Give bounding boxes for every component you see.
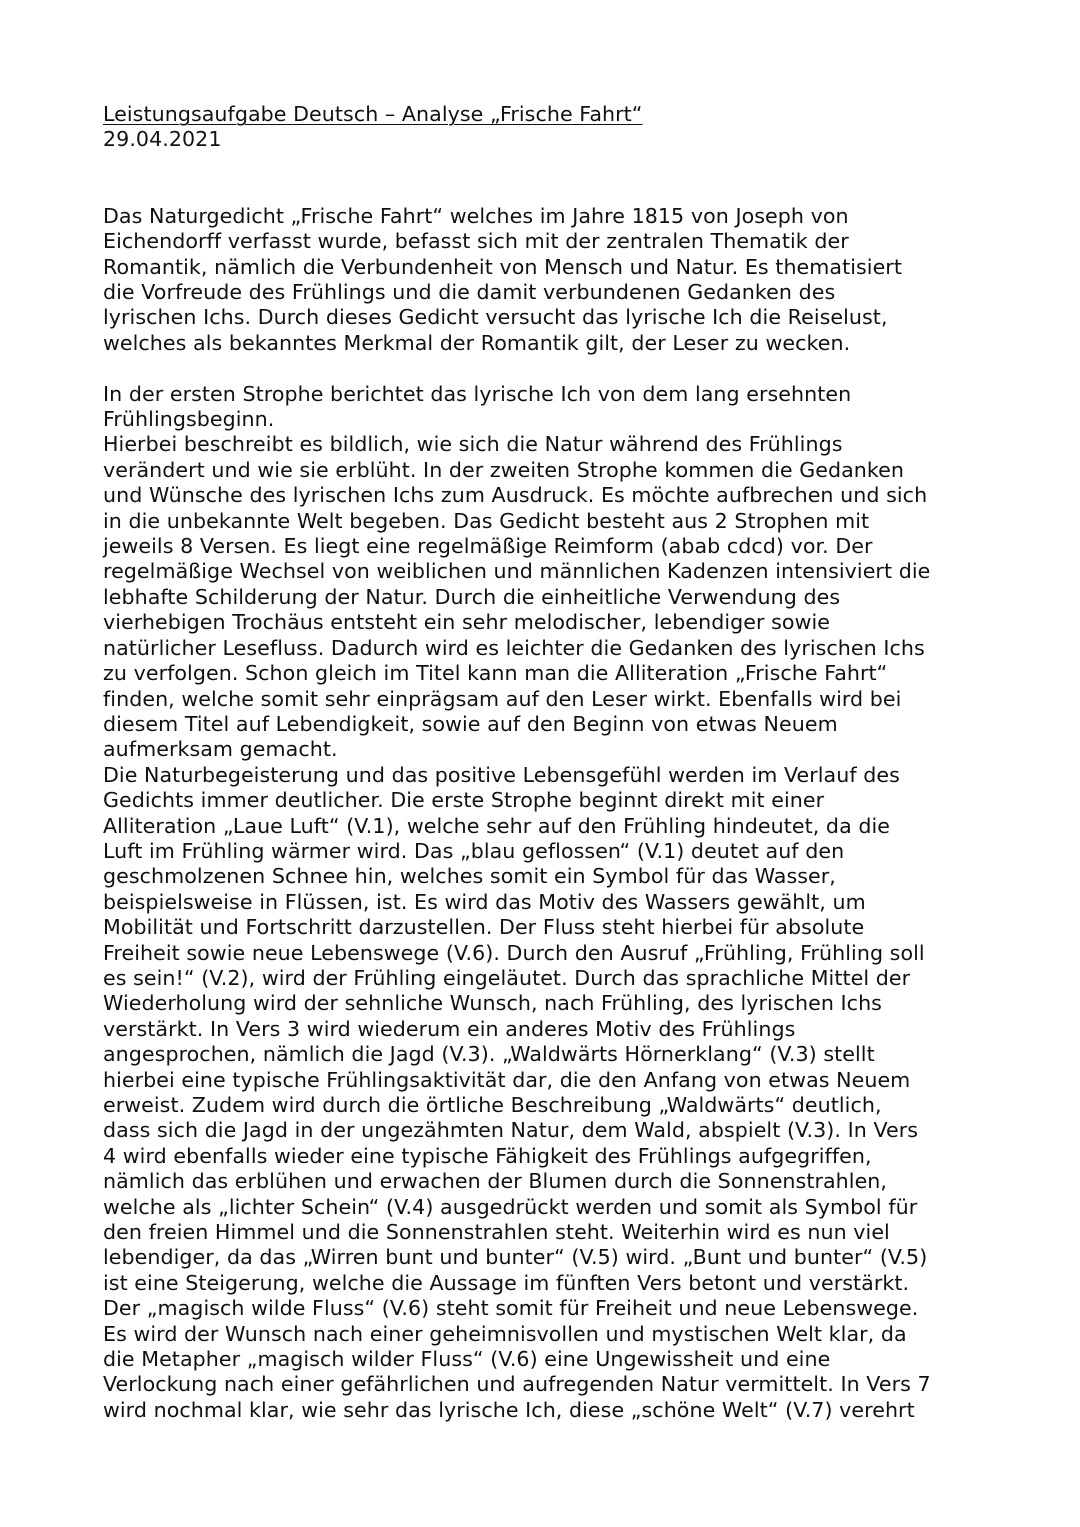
text-line: jeweils 8 Versen. Es liegt eine regelmäßige Reimform (abab cdcd) vor. Der: [103, 534, 873, 559]
text-line: welches als bekanntes Merkmal der Romantik gilt, der Leser zu wecken.: [103, 330, 851, 355]
text-line: in die unbekannte Welt begeben. Das Gedicht besteht aus 2 Strophen mit: [103, 508, 870, 533]
text-line: regelmäßige Wechsel von weiblichen und männlichen Kadenzen intensiviert die: [103, 559, 931, 584]
text-line: aufmerksam gemacht.: [103, 737, 338, 762]
document-page: [103, 102, 983, 1423]
text-line: geschmolzenen Schnee hin, welches somit ein Symbol für das Wasser,: [103, 864, 836, 889]
text-line: beispielsweise in Flüssen, ist. Es wird das Motiv des Wassers gewählt, um: [103, 889, 866, 914]
text-line: Frühlingsbeginn.: [103, 407, 275, 432]
text-line: lyrischen Ichs. Durch dieses Gedicht versucht das lyrische Ich die Reiselust,: [103, 305, 888, 330]
text-line: angesprochen, nämlich die Jagd (V.3). „Waldwärts Hörnerklang“ (V.3) stellt: [103, 1042, 875, 1067]
text-line: es sein!“ (V.2), wird der Frühling eingeläutet. Durch das sprachliche Mittel der: [103, 965, 911, 990]
text-line: Eichendorff verfasst wurde, befasst sich mit der zentralen Thematik der: [103, 229, 849, 254]
text-line: 4 wird ebenfalls wieder eine typische Fähigkeit des Frühlings aufgegriffen,: [103, 1143, 872, 1168]
text-line: In der ersten Strophe berichtet das lyrische Ich von dem lang ersehnten: [103, 381, 852, 406]
text-line: Der „magisch wilde Fluss“ (V.6) steht somit für Freiheit und neue Lebenswege.: [103, 1296, 919, 1321]
body-text: [103, 204, 983, 1423]
text-line: Die Naturbegeisterung und das positive Lebensgefühl werden im Verlauf des: [103, 762, 900, 787]
text-line: welche als „lichter Schein“ (V.4) ausgedrückt werden und somit als Symbol für: [103, 1194, 918, 1219]
text-line: verstärkt. In Vers 3 wird wiederum ein anderes Motiv des Frühlings: [103, 1016, 796, 1041]
text-line: Gedichts immer deutlicher. Die erste Strophe beginnt direkt mit einer: [103, 788, 825, 813]
text-line: Mobilität und Fortschritt darzustellen. Der Fluss steht hierbei für absolute: [103, 915, 865, 940]
text-line: wird nochmal klar, wie sehr das lyrische Ich, diese „schöne Welt“ (V.7) verehrt: [103, 1397, 915, 1422]
text-line: Luft im Frühling wärmer wird. Das „blau geflossen“ (V.1) deutet auf den: [103, 838, 845, 863]
text-line: Wiederholung wird der sehnliche Wunsch, nach Frühling, des lyrischen Ichs: [103, 991, 882, 1016]
text-line: vierhebigen Trochäus entsteht ein sehr melodischer, lebendiger sowie: [103, 610, 830, 635]
paragraph: [103, 204, 983, 356]
text-line: erweist. Zudem wird durch die örtliche Beschreibung „Waldwärts“ deutlich,: [103, 1093, 882, 1118]
text-line: diesem Titel auf Lebendigkeit, sowie auf den Beginn von etwas Neuem: [103, 711, 838, 736]
text-line: zu verfolgen. Schon gleich im Titel kann man die Alliteration „Frische Fahrt“: [103, 661, 888, 686]
text-line: Romantik, nämlich die Verbundenheit von Mensch und Natur. Es thematisiert: [103, 254, 902, 279]
text-line: und Wünsche des lyrischen Ichs zum Ausdruck. Es möchte aufbrechen und sich: [103, 483, 928, 508]
paragraph: [103, 382, 983, 1424]
text-line: hierbei eine typische Frühlingsaktivität dar, die den Anfang von etwas Neuem: [103, 1067, 911, 1092]
text-line: die Vorfreude des Frühlings und die damit verbundenen Gedanken des: [103, 280, 836, 305]
text-line: Es wird der Wunsch nach einer geheimnisvollen und mystischen Welt klar, da: [103, 1321, 907, 1346]
spacer: [103, 153, 983, 204]
text-line: Freiheit sowie neue Lebenswege (V.6). Durch den Ausruf „Frühling, Frühling soll: [103, 940, 925, 965]
text-line: Alliteration „Laue Luft“ (V.1), welche sehr auf den Frühling hindeutet, da die: [103, 813, 890, 838]
paragraph-spacer: [103, 356, 983, 381]
text-line: lebendiger, da das „Wirren bunt und bunter“ (V.5) wird. „Bunt und bunter“ (V.5): [103, 1245, 928, 1270]
text-line: finden, welche somit sehr einprägsam auf den Leser wirkt. Ebenfalls wird bei: [103, 686, 902, 711]
document-date: 29.04.2021: [103, 127, 222, 152]
text-line: verändert und wie sie erblüht. In der zweiten Strophe kommen die Gedanken: [103, 457, 904, 482]
text-line: ist eine Steigerung, welche die Aussage im fünften Vers betont und verstärkt.: [103, 1270, 910, 1295]
text-line: die Metapher „magisch wilder Fluss“ (V.6) eine Ungewissheit und eine: [103, 1347, 831, 1372]
text-line: Das Naturgedicht „Frische Fahrt“ welches im Jahre 1815 von Joseph von: [103, 203, 849, 228]
text-line: Hierbei beschreibt es bildlich, wie sich die Natur während des Frühlings: [103, 432, 843, 457]
text-line: natürlicher Lesefluss. Dadurch wird es leichter die Gedanken des lyrischen Ichs: [103, 635, 925, 660]
text-line: nämlich das erblühen und erwachen der Blumen durch die Sonnenstrahlen,: [103, 1169, 888, 1194]
text-line: den freien Himmel und die Sonnenstrahlen steht. Weiterhin wird es nun viel: [103, 1220, 890, 1245]
text-line: dass sich die Jagd in der ungezähmten Natur, dem Wald, abspielt (V.3). In Vers: [103, 1118, 919, 1143]
text-line: Verlockung nach einer gefährlichen und aufregenden Natur vermittelt. In Vers 7: [103, 1372, 931, 1397]
document-title: Leistungsaufgabe Deutsch – Analyse „Frische Fahrt“: [103, 102, 643, 126]
text-line: lebhafte Schilderung der Natur. Durch die einheitliche Verwendung des: [103, 584, 841, 609]
